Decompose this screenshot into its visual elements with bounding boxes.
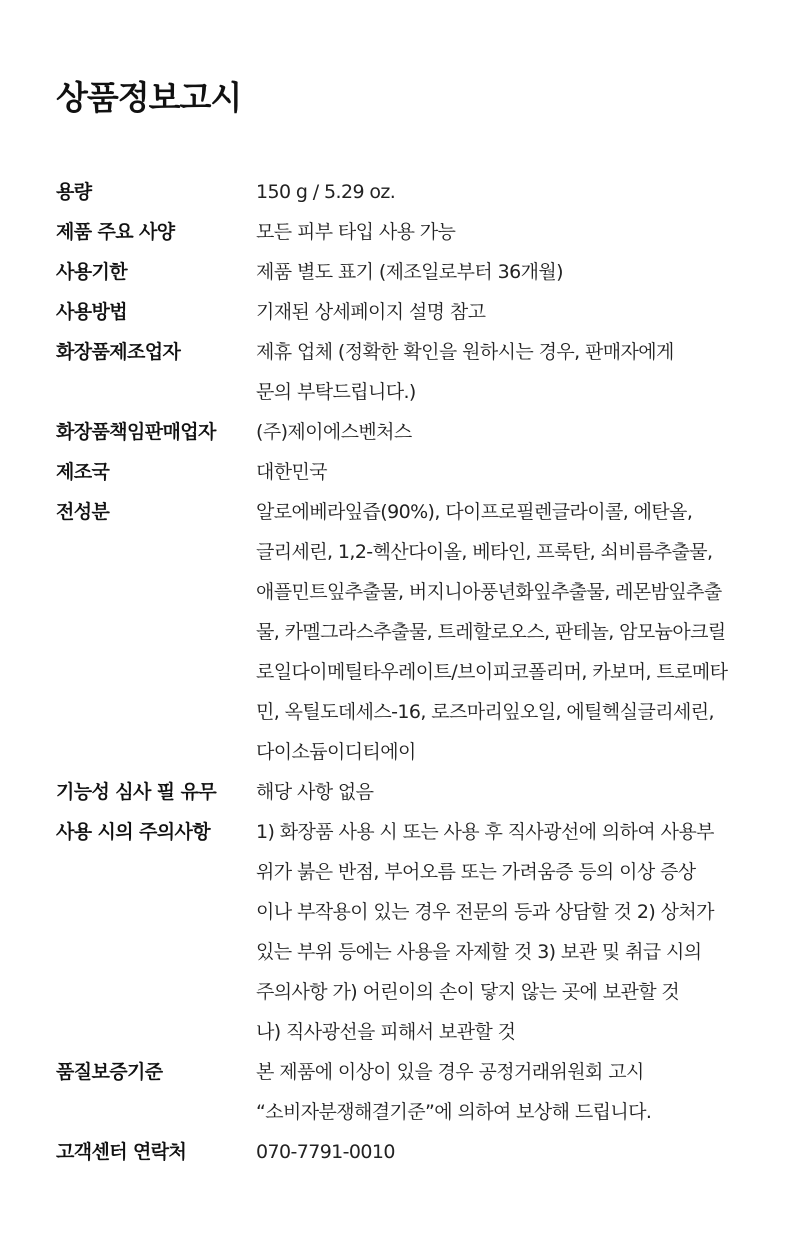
info-label: 품질보증기준: [56, 1061, 163, 1083]
info-value: [256, 772, 756, 812]
info-label: 사용기한: [56, 261, 128, 283]
info-row: [56, 292, 800, 332]
info-row: [56, 772, 800, 812]
info-label: 기능성 심사 필 유무: [56, 781, 217, 803]
info-value: [256, 212, 756, 252]
info-label: 전성분: [56, 501, 110, 523]
info-row: [56, 252, 800, 292]
info-row: [56, 492, 800, 772]
info-label: 용량: [56, 181, 92, 203]
info-value-line: 모든 피부 타입 사용 가능: [256, 221, 456, 243]
info-row: [56, 172, 800, 212]
info-value-line: 본 제품에 이상이 있을 경우 공정거래위원회 고시: [256, 1061, 644, 1083]
info-value-line: 대한민국: [256, 461, 328, 483]
info-value: [256, 452, 756, 492]
info-value: [256, 292, 756, 332]
info-row: [56, 1132, 800, 1172]
info-value: [256, 1132, 756, 1172]
info-label: 화장품책임판매업자: [56, 421, 216, 443]
info-value-line: 물, 카멜그라스추출물, 트레할로오스, 판테놀, 암모늄아크릴: [256, 621, 726, 643]
info-value-line: 문의 부탁드립니다.): [256, 381, 416, 403]
info-value-line: 해당 사항 없음: [256, 781, 374, 803]
info-row: [56, 452, 800, 492]
info-value: [256, 812, 756, 1052]
info-value: [256, 1052, 756, 1132]
info-value: [256, 172, 756, 212]
info-value-line: 이나 부작용이 있는 경우 전문의 등과 상담할 것 2) 상처가: [256, 901, 714, 923]
info-row: [56, 412, 800, 452]
info-value-line: 1) 화장품 사용 시 또는 사용 후 직사광선에 의하여 사용부: [256, 821, 714, 843]
info-value-line: 070-7791-0010: [256, 1141, 395, 1163]
info-value: [256, 492, 756, 772]
info-value-line: 위가 붉은 반점, 부어오름 또는 가려움증 등의 이상 증상: [256, 861, 696, 883]
info-value-line: 기재된 상세페이지 설명 참고: [256, 301, 486, 323]
info-label: 화장품제조업자: [56, 341, 181, 363]
info-label: 제품 주요 사양: [56, 221, 175, 243]
info-row: [56, 212, 800, 252]
info-value-line: 알로에베라잎즙(90%), 다이프로필렌글라이콜, 에탄올,: [256, 501, 693, 523]
info-label: 고객센터 연락처: [56, 1141, 187, 1163]
info-row: [56, 812, 800, 1052]
info-value-line: 제품 별도 표기 (제조일로부터 36개월): [256, 261, 563, 283]
info-value-line: 있는 부위 등에는 사용을 자제할 것 3) 보관 및 취급 시의: [256, 941, 702, 963]
info-value: [256, 332, 756, 412]
info-value-line: 로일다이메틸타우레이트/브이피코폴리머, 카보머, 트로메타: [256, 661, 728, 683]
info-value: [256, 252, 756, 292]
info-value-line: 민, 옥틸도데세스-16, 로즈마리잎오일, 에틸헥실글리세린,: [256, 701, 714, 723]
info-value-line: (주)제이에스벤처스: [256, 421, 412, 443]
info-value-line: 글리세린, 1,2-헥산다이올, 베타인, 프룩탄, 쇠비름추출물,: [256, 541, 713, 563]
info-value-line: 다이소듐이디티에이: [256, 741, 416, 763]
info-value-line: 제휴 업체 (정확한 확인을 원하시는 경우, 판매자에게: [256, 341, 674, 363]
info-label: 사용 시의 주의사항: [56, 821, 211, 843]
page-title: 상품정보고시: [56, 78, 242, 117]
info-row: [56, 1052, 800, 1132]
info-label: 제조국: [56, 461, 110, 483]
info-value-line: “소비자분쟁해결기준”에 의하여 보상해 드립니다.: [256, 1101, 652, 1123]
info-label: 사용방법: [56, 301, 128, 323]
info-value-line: 애플민트잎추출물, 버지니아풍년화잎추출물, 레몬밤잎추출: [256, 581, 722, 603]
info-row: [56, 332, 800, 412]
info-table: [56, 172, 800, 1172]
info-value-line: 나) 직사광선을 피해서 보관할 것: [256, 1021, 516, 1043]
info-value-line: 150 g / 5.29 oz.: [256, 181, 396, 203]
info-value: [256, 412, 756, 452]
info-value-line: 주의사항 가) 어린이의 손이 닿지 않는 곳에 보관할 것: [256, 981, 680, 1003]
